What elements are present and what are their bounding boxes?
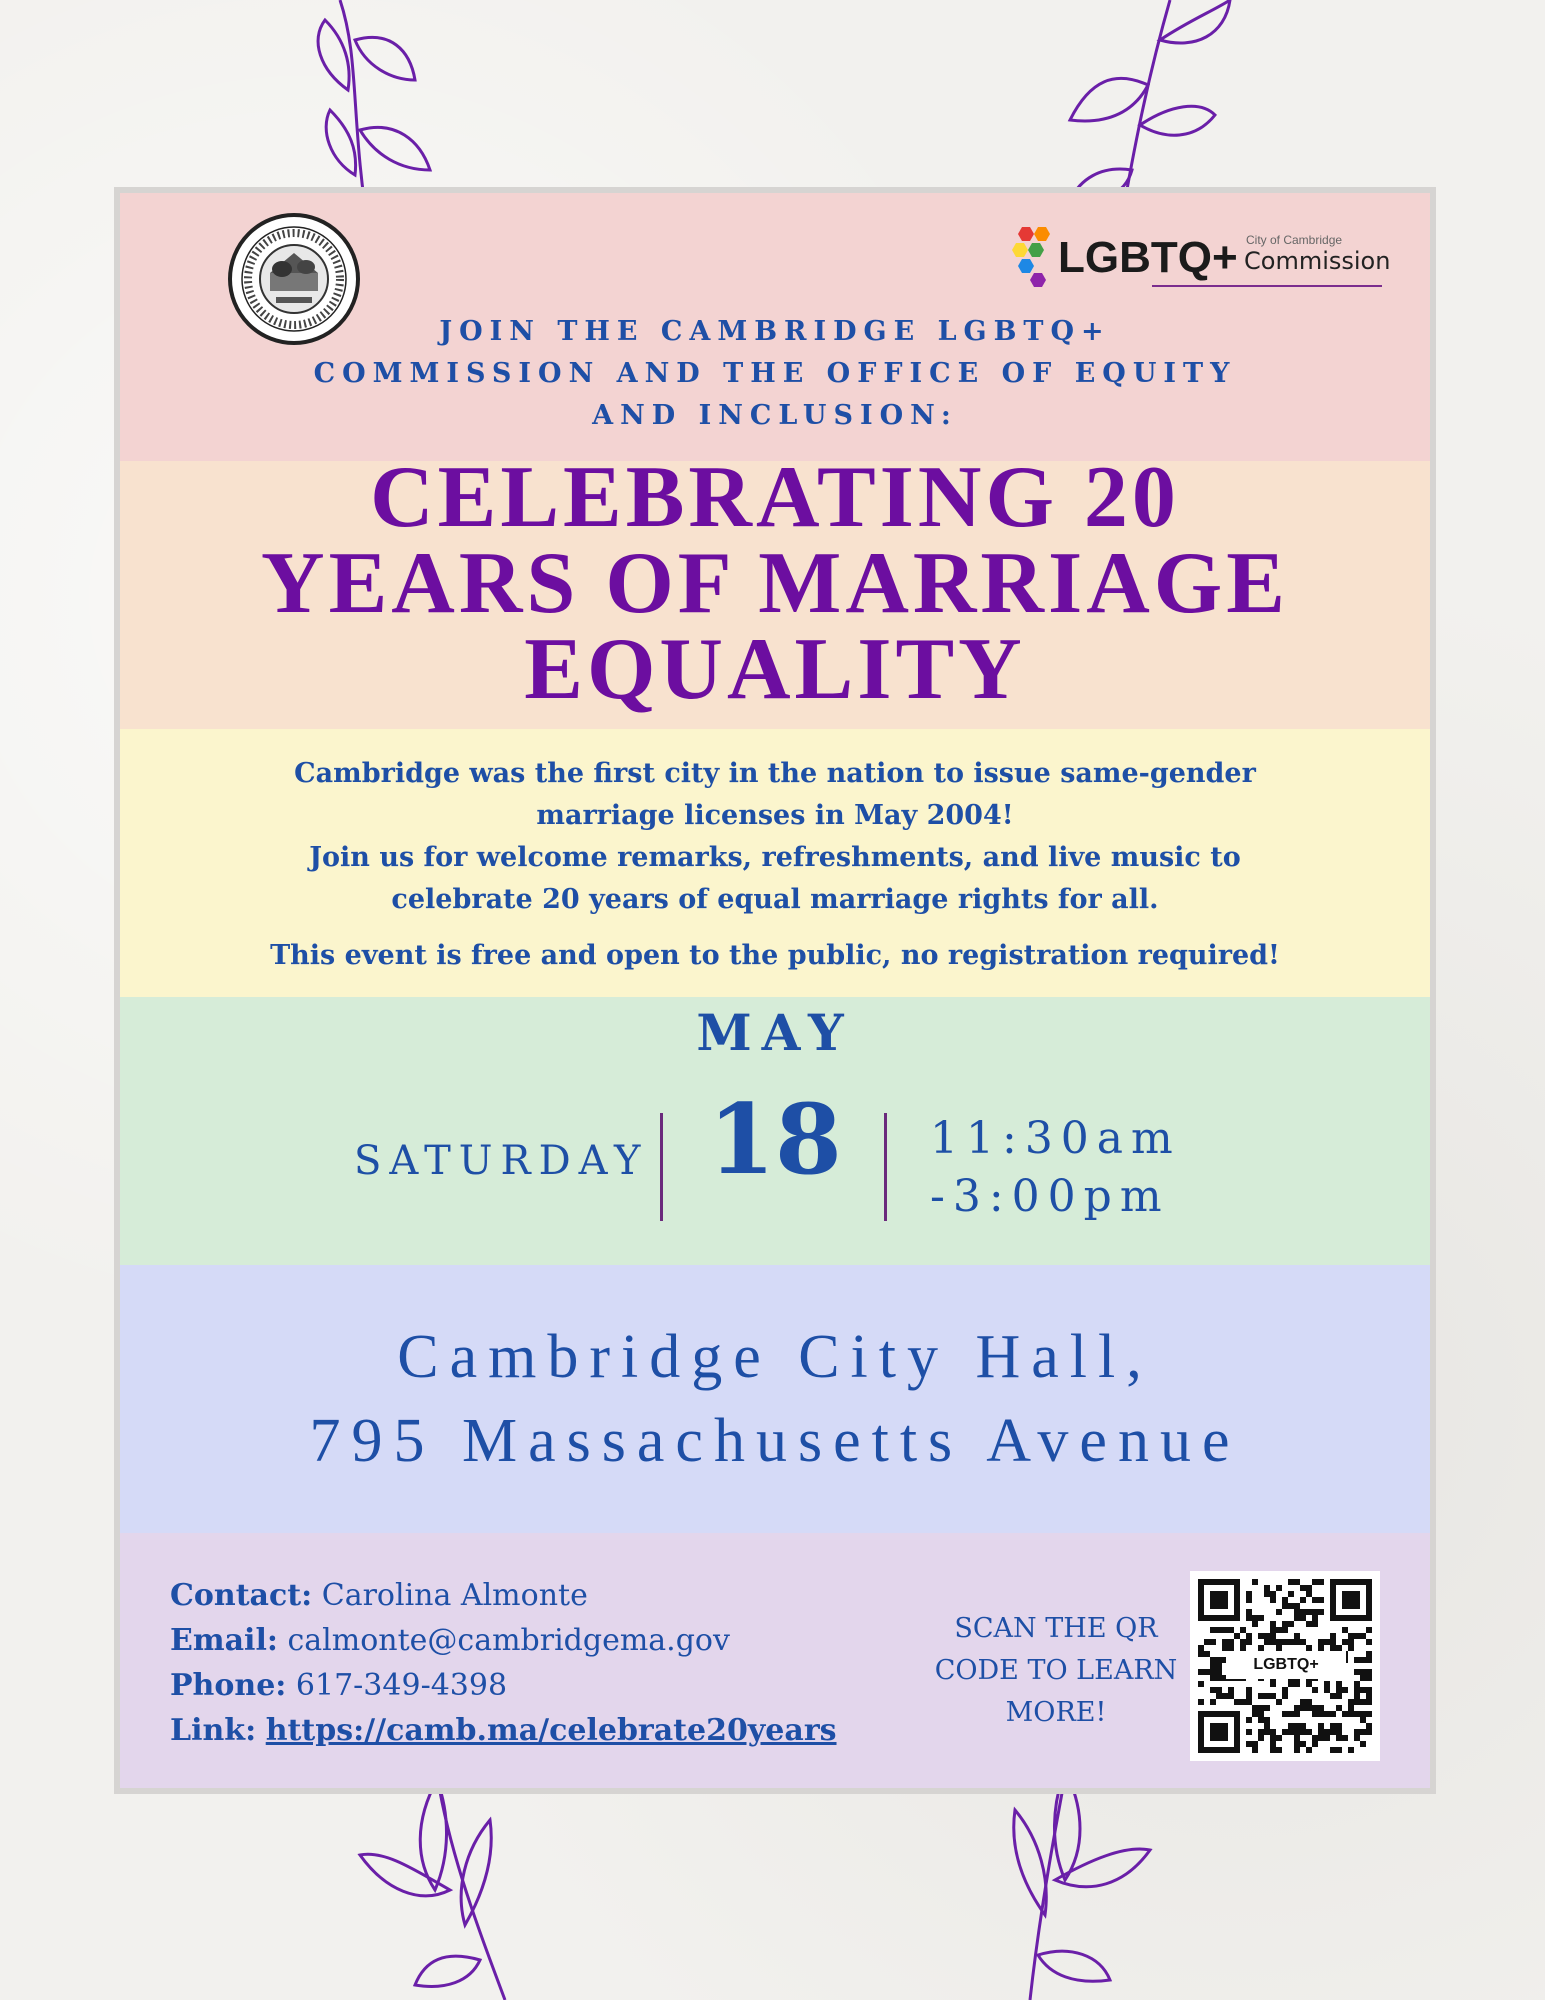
scan-line: SCAN THE QR [954,1613,1158,1644]
date-divider [660,1113,663,1221]
email-address[interactable]: calmonte@cambridgema.gov [287,1623,730,1658]
event-month: MAY [696,1003,854,1062]
description-line: Cambridge was the first city in the nation to issue same-gender [294,758,1256,789]
qr-code-pattern [1198,1579,1372,1753]
link-row [170,1708,837,1753]
phone-label: Phone: [170,1668,287,1703]
logo-underline [1152,285,1382,287]
contact-row [170,1573,837,1618]
event-title [120,449,1430,718]
contact-block [170,1573,837,1753]
email-row [170,1618,837,1663]
phone-row [170,1663,837,1708]
free-event-note: This event is free and open to the public, no registration required! [270,940,1280,971]
event-venue [120,1315,1430,1483]
title-line: YEARS OF MARRIAGE [261,535,1289,632]
vine-bottom-left-decoration [355,1760,545,2000]
contact-label: Contact: [170,1578,313,1613]
intro-line: JOIN THE CAMBRIDGE LGBTQ+ [439,316,1111,347]
venue-address: 795 Massachusetts Avenue [309,1407,1241,1475]
intro-line: AND INCLUSION: [592,400,958,431]
description-line: celebrate 20 years of equal marriage rights for all. [391,884,1159,915]
description-line: marriage licenses in May 2004! [536,800,1014,831]
email-label: Email: [170,1623,278,1658]
description-line: Join us for welcome remarks, refreshments, and live music to [309,842,1241,873]
date-divider [884,1113,887,1221]
event-weekday: SATURDAY [354,1138,649,1184]
link-label: Link: [170,1713,257,1748]
lgbtq-commission-logo [1012,221,1407,301]
logo-commission-text: Commission [1244,247,1391,275]
event-time-end: -3:00pm [930,1171,1170,1222]
intro-line: COMMISSION AND THE OFFICE OF EQUITY [313,358,1237,389]
qr-logo-label: LGBTQ+ [1226,1651,1346,1679]
intro-heading [120,311,1430,437]
scan-line: CODE TO LEARN [934,1655,1178,1686]
event-link[interactable]: https://camb.ma/celebrate20years [265,1713,837,1748]
event-time [930,1110,1181,1226]
event-day-number: 18 [708,1083,842,1196]
contact-name: Carolina Almonte [321,1578,588,1613]
venue-name: Cambridge City Hall, [397,1323,1153,1391]
scan-qr-note [928,1608,1184,1734]
logo-lgbtq-text: LGBTQ+ [1058,233,1238,282]
description-spacer [120,921,1430,935]
title-line: CELEBRATING 20 [370,449,1180,546]
event-time-start: 11:30am [930,1113,1181,1164]
scan-line: MORE! [1005,1697,1107,1728]
phone-number[interactable]: 617-349-4398 [295,1668,508,1703]
title-line: EQUALITY [524,621,1026,718]
qr-code[interactable] [1190,1571,1380,1761]
hexagon-cluster-icon [1012,223,1056,295]
event-description [120,753,1430,977]
rainbow-flyer-card [114,187,1436,1794]
logo-city-text: City of Cambridge [1246,233,1343,247]
